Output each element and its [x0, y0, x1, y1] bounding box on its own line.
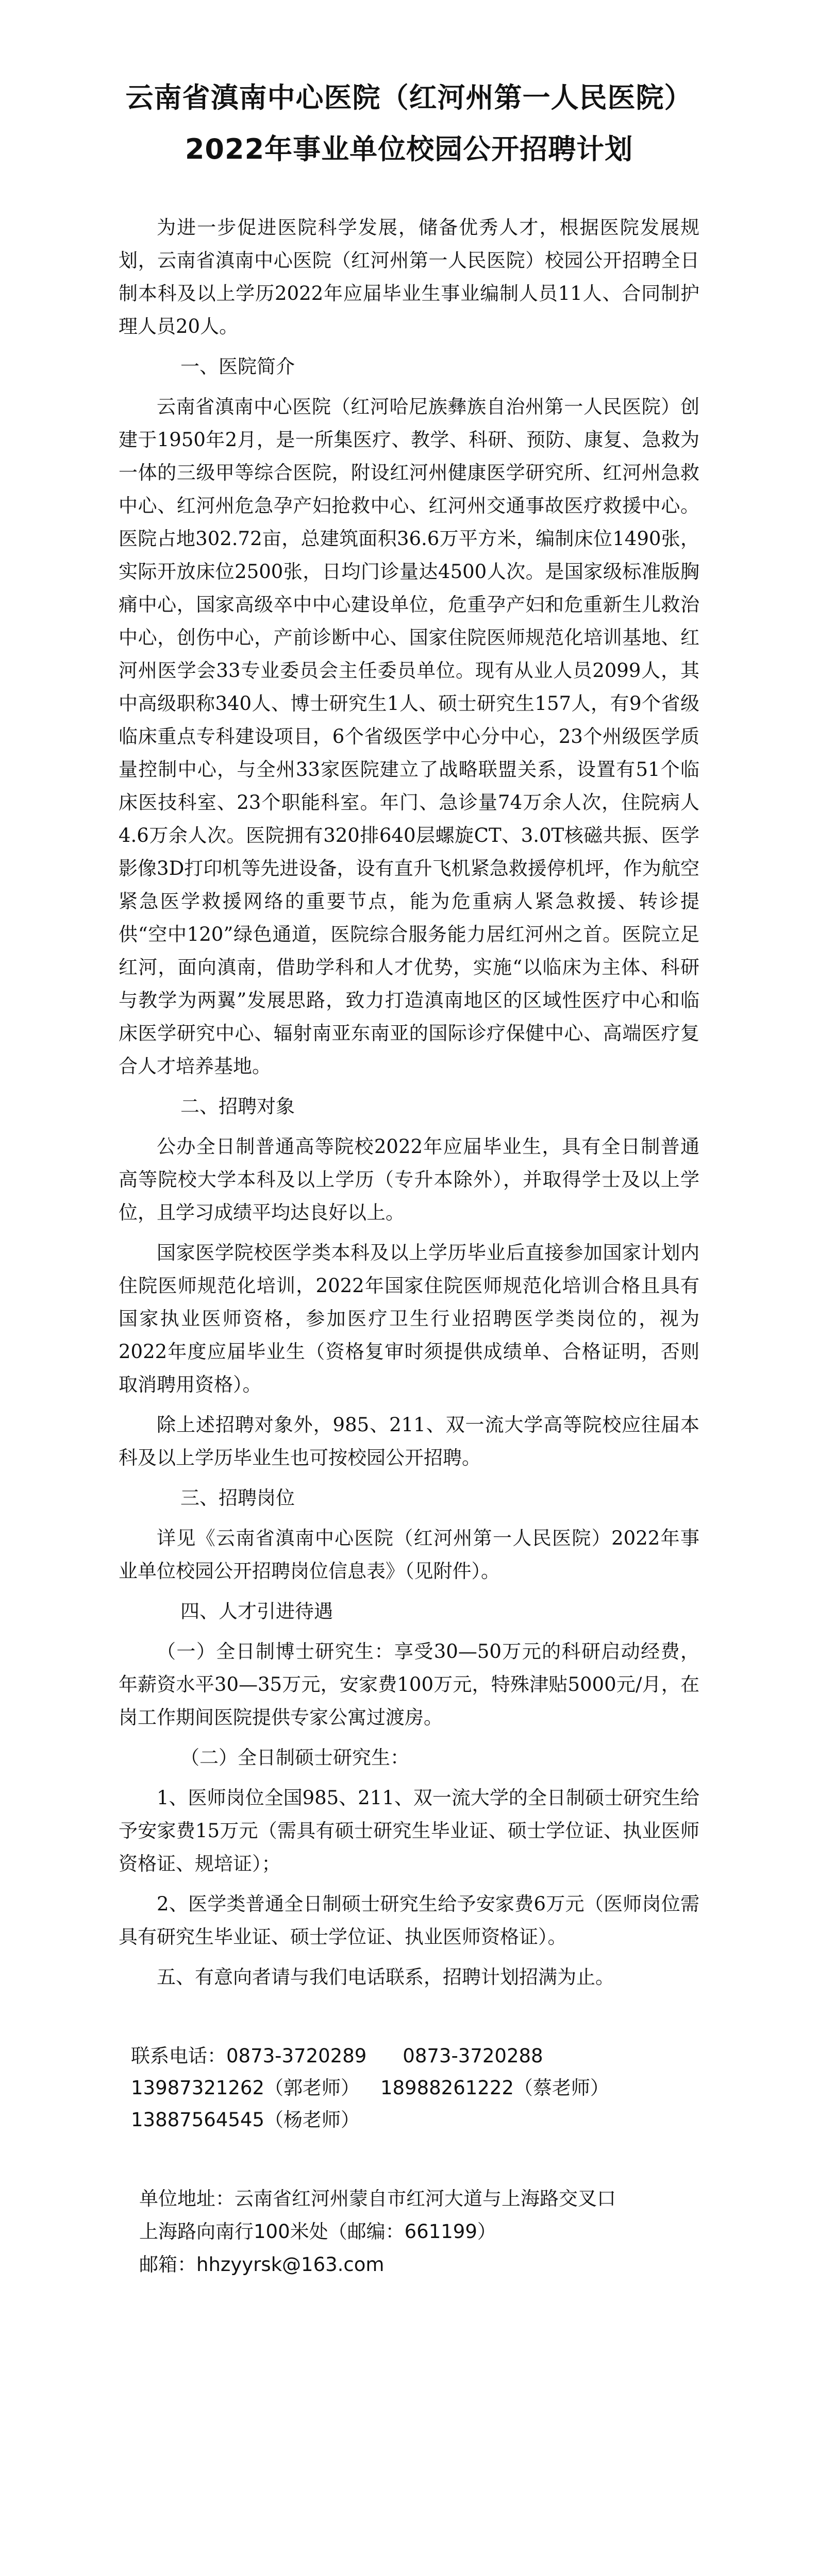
section-4-item-1: （一）全日制博士研究生：享受30—50万元的科研启动经费，年薪资水平30—35万元，安家费100万元，特殊津贴5000元/月，在岗工作期间医院提供专家公寓过渡房。: [119, 1640, 699, 1728]
address-line-1: 单位地址：云南省红河州蒙自市红河大道与上海路交叉口: [139, 2188, 616, 2210]
section-2-heading: 二、招聘对象: [180, 1095, 295, 1117]
section-4-heading: 四、人才引进待遇: [180, 1600, 333, 1622]
section-2-paragraph-1: 公办全日制普通高等院校2022年应届毕业生，具有全日制普通高等院校大学本科及以上学历（专升本除外），并取得学士及以上学位，且学习成绩平均达良好以上。: [119, 1136, 699, 1224]
section-4-item-2-heading: （二）全日制硕士研究生：: [180, 1747, 409, 1769]
phone-1: 0873-3720289: [226, 2045, 367, 2067]
phone-2: 0873-3720288: [403, 2045, 543, 2067]
title-line-1: 云南省滇南中心医院（红河州第一人民医院）: [125, 81, 693, 114]
address-line-2: 上海路向南行100米处（邮编：661199）: [139, 2221, 496, 2243]
section-2-paragraph-2: 国家医学院校医学类本科及以上学历毕业后直接参加国家计划内住院医师规范化培训，2022年国家住院医师规范化培训合格且具有国家执业医师资格，参加医疗卫生行业招聘医学类岗位的，视为2022年度应届毕业生（资格复审时须提供成绩单、合格证明，否则取消聘用资格）。: [119, 1242, 699, 1396]
mobile-2: 18988261222（蔡老师）: [380, 2077, 609, 2099]
title-line-2: 2022年事业单位校园公开招聘计划: [185, 133, 633, 165]
email-address: hhzyyrsk@163.com: [196, 2253, 385, 2276]
phone-label: 联系电话：: [131, 2045, 226, 2067]
mobile-3: 13887564545（杨老师）: [131, 2109, 360, 2131]
email-line: [139, 2248, 699, 2281]
section-3-heading: 三、招聘岗位: [180, 1487, 295, 1509]
section-1-body: 云南省滇南中心医院（红河哈尼族彝族自治州第一人民医院）创建于1950年2月，是一所集医疗、教学、科研、预防、康复、急救为一体的三级甲等综合医院，附设红河州健康医学研究所、红河州急救中心、红河州危急孕产妇抢救中心、红河州交通事故医疗救援中心。医院占地302.72亩，总建筑面积36.6万平方米，编制床位1490张，实际开放床位2500张，日均门诊量达4500人次。是国家级标准版胸痛中心，国家高级卒中中心建设单位，危重孕产妇和危重新生儿救治中心，创伤中心，产前诊断中心、国家住院医师规范化培训基地、红河州医学会33专业委员会主任委员单位。现有从业人员2099人，其中高级职称340人、博士研究生1人、硕士研究生157人，有9个省级临床重点专科建设项目，6个省级医学中心分中心，23个州级医学质量控制中心，与全州33家医院建立了战略联盟关系，设置有51个临床医技科室、23个职能科室。年门、急诊量74万余人次，住院病人4.6万余人次。医院拥有320排640层螺旋CT、3.0T核磁共振、医学影像3D打印机等先进设备，设有直升飞机紧急救援停机坪，作为航空紧急医学救援网络的重要节点，能为危重病人紧急救援、转诊提供“空中120”绿色通道，医院综合服务能力居红河州之首。医院立足红河，面向滇南，借助学科和人才优势，实施“以临床为主体、科研与教学为两翼”发展思路，致力打造滇南地区的区域性医疗中心和临床医学研究中心、辐射南亚东南亚的国际诊疗保健中心、高端医疗复合人才培养基地。: [119, 396, 699, 1077]
section-3-body: 详见《云南省滇南中心医院（红河州第一人民医院）2022年事业单位校园公开招聘岗位信息表》（见附件）。: [119, 1527, 699, 1582]
email-label: 邮箱：: [139, 2253, 196, 2276]
section-1-heading: 一、医院简介: [180, 355, 295, 378]
section-4-item-2-1: 1、医师岗位全国985、211、双一流大学的全日制硕士研究生给予安家费15万元（需具有硕士研究生毕业证、硕士学位证、执业医师资格证、规培证）；: [119, 1787, 699, 1875]
section-5-body: 五、有意向者请与我们电话联系，招聘计划招满为止。: [157, 1966, 614, 1988]
intro-paragraph: 为进一步促进医院科学发展，储备优秀人才，根据医院发展规划，云南省滇南中心医院（红河州第一人民医院）校园公开招聘全日制本科及以上学历2022年应届毕业生事业编制人员11人、合同制护理人员20人。: [119, 216, 699, 337]
address-block: [119, 2182, 699, 2281]
section-2-paragraph-3: 除上述招聘对象外，985、211、双一流大学高等院校应往届本科及以上学历毕业生也可按校园公开招聘。: [119, 1414, 699, 1469]
mobile-line: [131, 2072, 699, 2104]
mobile-1: 13987321262（郭老师）: [131, 2077, 360, 2099]
phone-line: [131, 2040, 699, 2072]
contact-block: [119, 2040, 699, 2136]
section-4-item-2-2: 2、医学类普通全日制硕士研究生给予安家费6万元（医师岗位需具有研究生毕业证、硕士学位证、执业医师资格证）。: [119, 1893, 699, 1948]
